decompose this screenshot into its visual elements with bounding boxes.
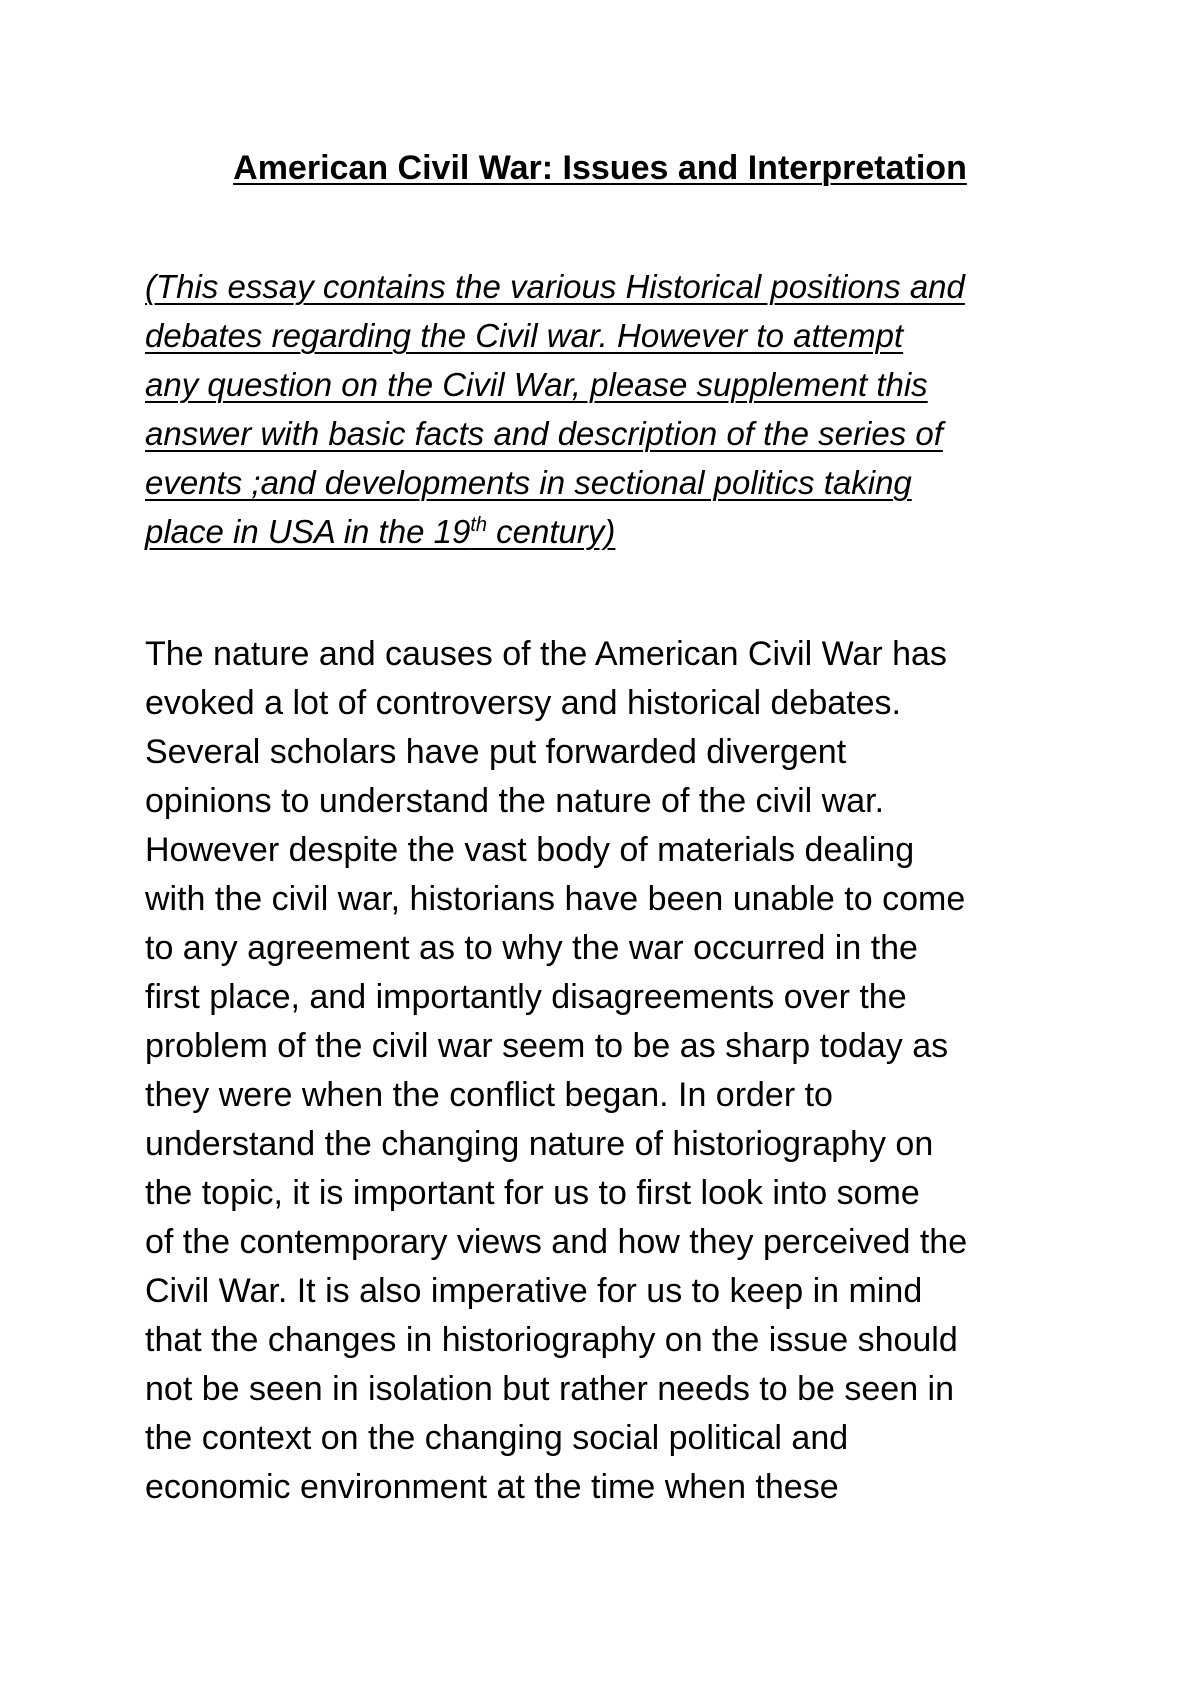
page-title: American Civil War: Issues and Interpretation bbox=[233, 149, 967, 187]
note-line-text: place in USA in the 19 bbox=[145, 513, 471, 550]
paragraph-line: to any agreement as to why the war occurred in the bbox=[145, 929, 918, 967]
paragraph-line: evoked a lot of controversy and historical debates. bbox=[145, 684, 901, 722]
paragraph-line: The nature and causes of the American Civil War has bbox=[145, 635, 947, 673]
note-line: (This essay contains the various Historical positions and bbox=[145, 268, 965, 305]
note-line: any question on the Civil War, please supplement this bbox=[145, 366, 928, 403]
paragraph-line: the topic, it is important for us to first look into some bbox=[145, 1174, 920, 1212]
paragraph-line: first place, and importantly disagreements over the bbox=[145, 978, 907, 1016]
paragraph-line: the context on the changing social political and bbox=[145, 1419, 849, 1457]
note-line: answer with basic facts and description of the series of bbox=[145, 415, 943, 452]
paragraph-line: However despite the vast body of materials dealing bbox=[145, 831, 915, 869]
paragraph-line: opinions to understand the nature of the civil war. bbox=[145, 782, 885, 820]
paragraph-line: understand the changing nature of historiography on bbox=[145, 1125, 934, 1163]
body-paragraph bbox=[145, 630, 1075, 1512]
paragraph-line: Civil War. It is also imperative for us to keep in mind bbox=[145, 1272, 923, 1310]
paragraph-line: that the changes in historiography on the issue should bbox=[145, 1321, 958, 1359]
paragraph-line: with the civil war, historians have been unable to come bbox=[145, 880, 966, 918]
note-line: debates regarding the Civil war. However to attempt bbox=[145, 317, 904, 354]
note-line bbox=[145, 507, 1075, 556]
ordinal-superscript: th bbox=[470, 514, 487, 536]
paragraph-line: they were when the conflict began. In order to bbox=[145, 1076, 833, 1114]
editorial-note bbox=[145, 262, 1075, 556]
paragraph-line: problem of the civil war seem to be as sharp today as bbox=[145, 1027, 949, 1065]
paragraph-line: economic environment at the time when these bbox=[145, 1468, 839, 1506]
note-line: events ;and developments in sectional politics taking bbox=[145, 464, 912, 501]
note-line-text: century) bbox=[487, 513, 616, 550]
paragraph-line: not be seen in isolation but rather needs to be seen in bbox=[145, 1370, 955, 1408]
paragraph-line: Several scholars have put forwarded divergent bbox=[145, 733, 847, 771]
paragraph-line: of the contemporary views and how they perceived the bbox=[145, 1223, 968, 1261]
